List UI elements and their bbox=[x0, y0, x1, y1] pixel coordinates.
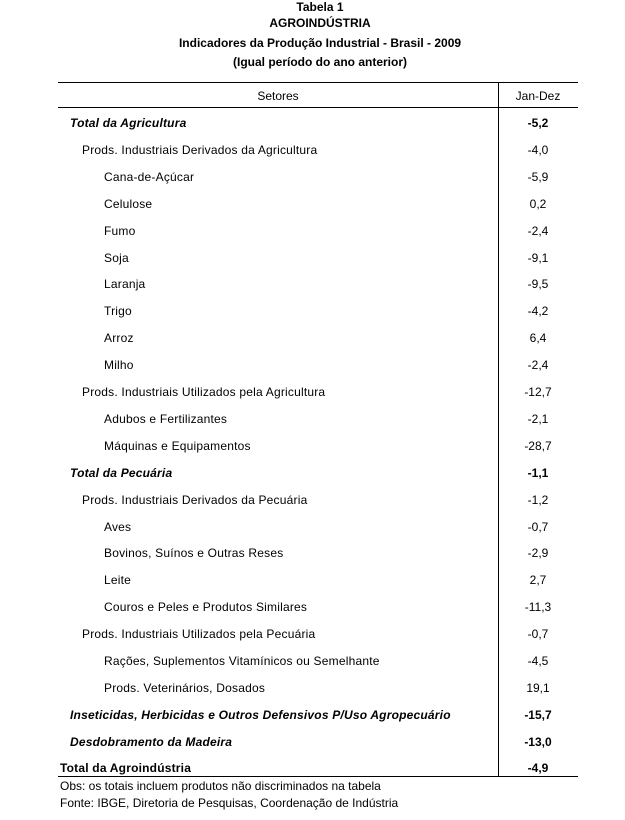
row-value: -2,9 bbox=[527, 546, 549, 560]
row-label: Leite bbox=[104, 573, 132, 587]
row-value: 19,1 bbox=[526, 681, 550, 695]
table-row bbox=[0, 304, 625, 331]
row-value: 6,4 bbox=[529, 331, 547, 345]
table-row bbox=[0, 197, 625, 224]
grand-total-value: -4,9 bbox=[527, 761, 549, 775]
row-label: Rações, Suplementos Vitamínicos ou Semelhante bbox=[104, 654, 380, 668]
row-value: -4,2 bbox=[527, 304, 549, 318]
row-label: Máquinas e Equipamentos bbox=[104, 439, 251, 453]
row-label: Trigo bbox=[104, 304, 132, 318]
header-rule bbox=[58, 107, 578, 108]
row-value: -0,7 bbox=[527, 520, 549, 534]
row-value: -15,7 bbox=[524, 708, 552, 722]
row-value: -12,7 bbox=[524, 385, 552, 399]
table-row bbox=[0, 385, 625, 412]
row-label: Prods. Industriais Derivados da Agricultura bbox=[82, 143, 318, 157]
table-row bbox=[0, 143, 625, 170]
table-row bbox=[0, 654, 625, 681]
table-row bbox=[0, 627, 625, 654]
table-row bbox=[0, 520, 625, 547]
row-label: Laranja bbox=[104, 277, 146, 291]
row-value: -4,5 bbox=[527, 654, 549, 668]
header-sectors: Setores bbox=[257, 89, 299, 103]
row-label: Prods. Industriais Derivados da Pecuária bbox=[82, 493, 308, 507]
table-row bbox=[0, 735, 625, 762]
top-rule bbox=[58, 82, 578, 83]
row-value: -1,2 bbox=[527, 493, 549, 507]
table-row bbox=[0, 251, 625, 278]
table-row bbox=[0, 573, 625, 600]
header-period: Jan-Dez bbox=[515, 89, 561, 103]
table-row bbox=[0, 493, 625, 520]
table-row bbox=[0, 708, 625, 735]
row-label: Celulose bbox=[104, 197, 153, 211]
row-label: Bovinos, Suínos e Outras Reses bbox=[104, 546, 284, 560]
table-row bbox=[0, 412, 625, 439]
row-label: Total da Agricultura bbox=[70, 116, 187, 130]
row-label: Milho bbox=[104, 358, 134, 372]
row-value: 0,2 bbox=[529, 197, 547, 211]
table-note: Obs: os totais incluem produtos não discriminados na tabela bbox=[60, 779, 381, 793]
table-row bbox=[0, 170, 625, 197]
row-label: Total da Pecuária bbox=[70, 466, 173, 480]
row-value: -0,7 bbox=[527, 627, 549, 641]
table-title-2: AGROINDÚSTRIA bbox=[269, 16, 371, 30]
row-value: -9,1 bbox=[527, 251, 549, 265]
row-label: Aves bbox=[104, 520, 132, 534]
row-label: Fumo bbox=[104, 224, 136, 238]
row-label: Adubos e Fertilizantes bbox=[104, 412, 228, 426]
table-row bbox=[0, 546, 625, 573]
table-row bbox=[0, 277, 625, 304]
row-label: Inseticidas, Herbicidas e Outros Defensivos P/Uso Agropecuário bbox=[70, 708, 451, 722]
row-value: -9,5 bbox=[527, 277, 549, 291]
table-row bbox=[0, 600, 625, 627]
table-row bbox=[0, 439, 625, 466]
table-title-4: (Igual período do ano anterior) bbox=[233, 55, 407, 69]
row-value: -13,0 bbox=[524, 735, 552, 749]
row-value: -28,7 bbox=[524, 439, 552, 453]
row-value: -5,9 bbox=[527, 170, 549, 184]
table-row bbox=[0, 224, 625, 251]
row-value: -2,1 bbox=[527, 412, 549, 426]
table-row bbox=[0, 116, 625, 143]
row-label: Prods. Industriais Utilizados pela Pecuária bbox=[82, 627, 316, 641]
row-label: Prods. Industriais Utilizados pela Agricultura bbox=[82, 385, 326, 399]
table-row bbox=[0, 331, 625, 358]
table-row bbox=[0, 358, 625, 385]
row-label: Arroz bbox=[104, 331, 134, 345]
table-title-1: Tabela 1 bbox=[296, 0, 344, 14]
row-label: Cana-de-Açúcar bbox=[104, 170, 195, 184]
grand-total-label: Total da Agroindústria bbox=[60, 761, 192, 775]
row-label: Couros e Peles e Produtos Similares bbox=[104, 600, 308, 614]
row-label: Prods. Veterinários, Dosados bbox=[104, 681, 266, 695]
row-label: Soja bbox=[104, 251, 129, 265]
table-row bbox=[0, 681, 625, 708]
row-value: -4,0 bbox=[527, 143, 549, 157]
row-label: Desdobramento da Madeira bbox=[70, 735, 233, 749]
row-value: -5,2 bbox=[527, 116, 549, 130]
row-value: 2,7 bbox=[529, 573, 547, 587]
row-value: -1,1 bbox=[527, 466, 549, 480]
table-source: Fonte: IBGE, Diretoria de Pesquisas, Coordenação de Indústria bbox=[60, 796, 399, 810]
row-value: -2,4 bbox=[527, 358, 549, 372]
table-title-3: Indicadores da Produção Industrial - Brasil - 2009 bbox=[178, 36, 462, 50]
row-value: -11,3 bbox=[524, 600, 552, 614]
table-row bbox=[0, 466, 625, 493]
row-value: -2,4 bbox=[527, 224, 549, 238]
